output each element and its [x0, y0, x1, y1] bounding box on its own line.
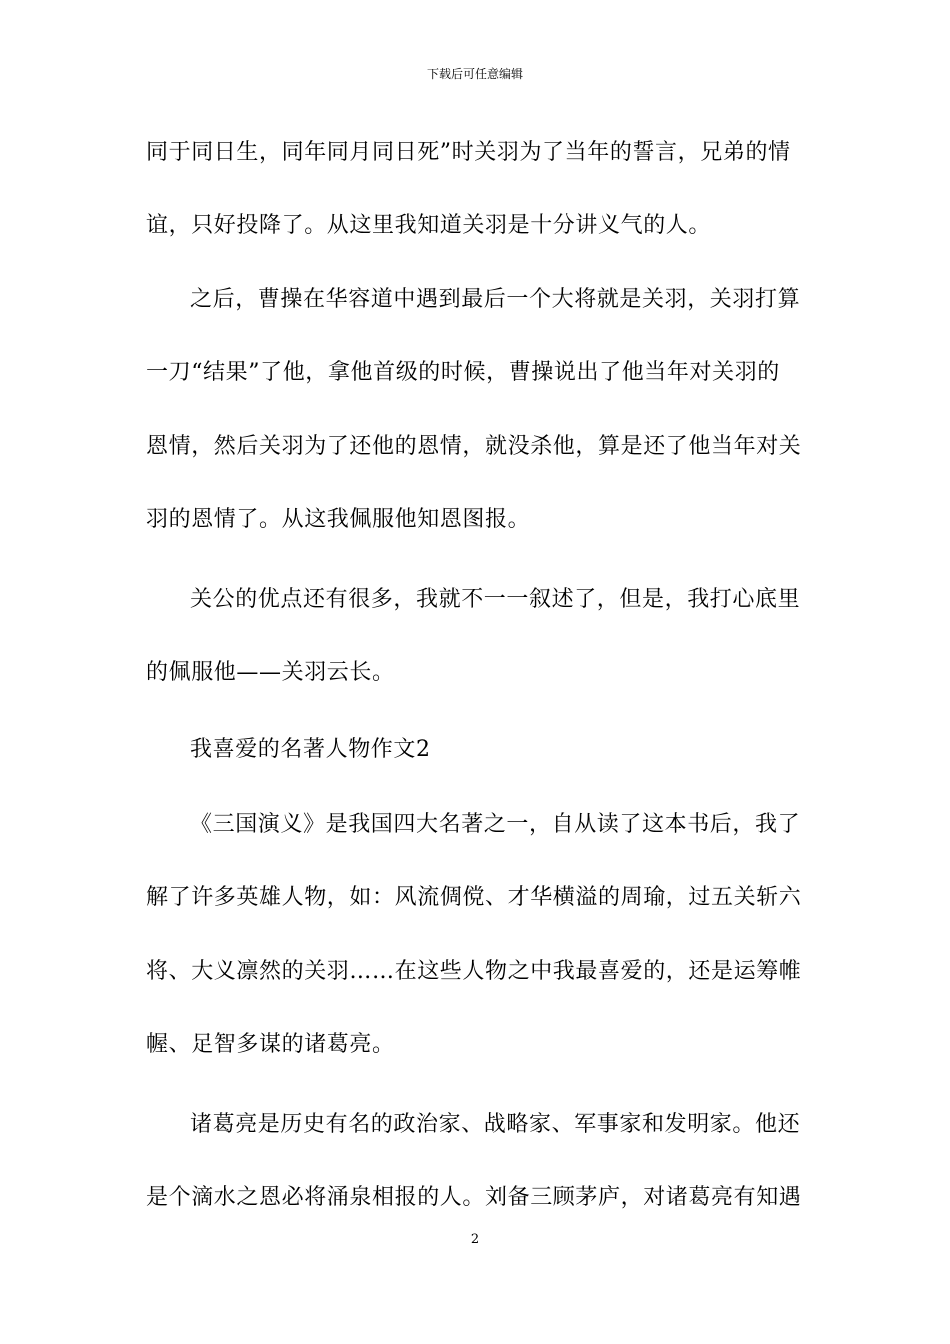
body-text-line: 《三国演义》是我国四大名著之一，自从读了这本书后，我了	[190, 812, 801, 837]
body-text-line: 解了许多英雄人物，如：风流倜傥、才华横溢的周瑜，过五关斩六	[146, 885, 802, 910]
body-text-line: 的佩服他——关羽云长。	[146, 660, 395, 685]
body-text-line: 羽的恩情了。从这我佩服他知恩图报。	[146, 507, 531, 532]
body-text-line: 诸葛亮是历史有名的政治家、战略家、军事家和发明家。他还	[190, 1112, 801, 1137]
page-number: 2	[470, 1232, 480, 1247]
page-header: 下载后可任意编辑	[426, 67, 523, 81]
section-heading: 我喜爱的名著人物作文2	[190, 737, 431, 762]
body-text-line: 谊，只好投降了。从这里我知道关羽是十分讲义气的人。	[146, 213, 712, 238]
body-text-line: 同于同日生，同年同月同日死”时关羽为了当年的誓言，兄弟的情	[146, 140, 791, 165]
body-text-line: 关公的优点还有很多，我就不一一叙述了，但是，我打心底里	[190, 587, 801, 612]
body-text-line: 恩情，然后关羽为了还他的恩情，就没杀他，算是还了他当年对关	[146, 434, 802, 459]
body-text-line: 一刀“结果”了他，拿他首级的时候，曹操说出了他当年对关羽的	[146, 360, 780, 385]
body-text-line: 幄、足智多谋的诸葛亮。	[146, 1032, 395, 1057]
body-text-line: 之后，曹操在华容道中遇到最后一个大将就是关羽，关羽打算	[190, 287, 801, 312]
body-text-line: 是个滴水之恩必将涌泉相报的人。刘备三顾茅庐，对诸葛亮有知遇	[146, 1185, 802, 1210]
body-text-line: 将、大义凛然的关羽……在这些人物之中我最喜爱的，还是运筹帷	[146, 959, 802, 984]
